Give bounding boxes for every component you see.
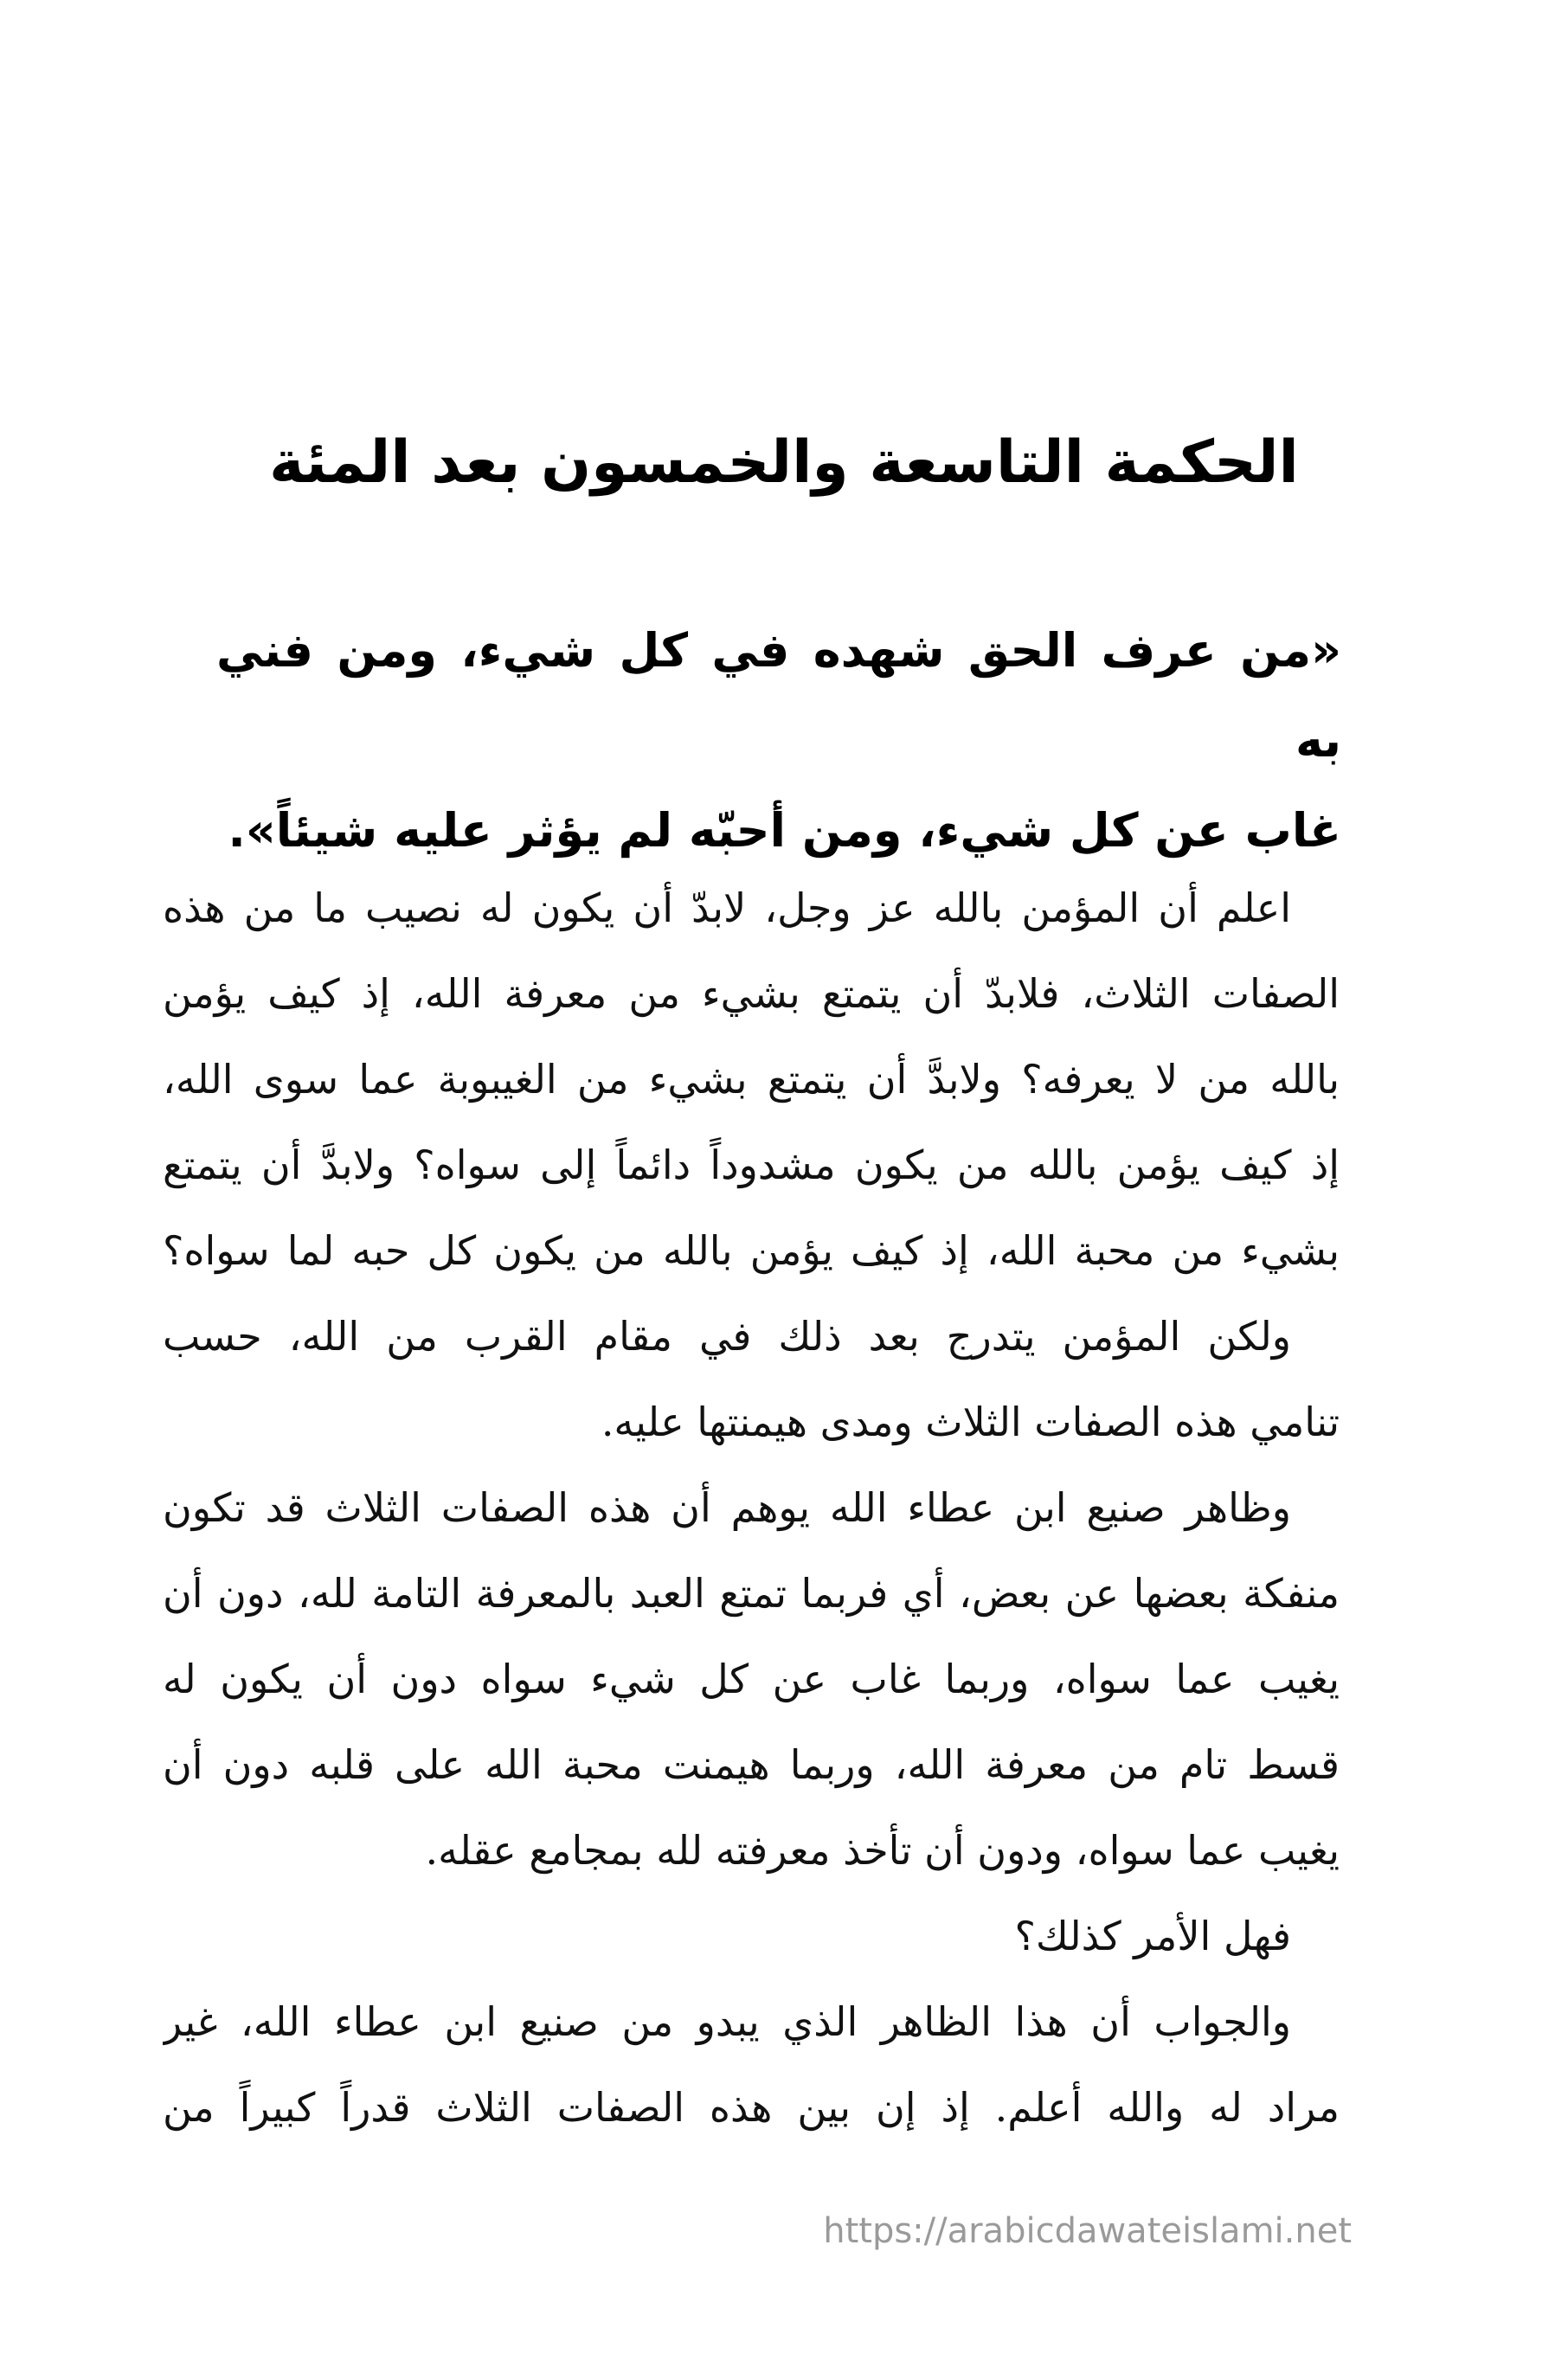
- text-line: يغيب عما سواه، ودون أن تأخذ معرفته لله بمجامع عقله.: [425, 1827, 1340, 1874]
- body-text: [163, 865, 1340, 2151]
- text-line: منفكة بعضها عن بعض، أي فربما تمتع العبد بالمعرفة التامة لله، دون أن: [163, 1570, 1340, 1617]
- text-line: والجواب أن هذا الظاهر الذي يبدو من صنيع ابن عطاء الله، غير: [163, 1998, 1291, 2045]
- paragraph: [163, 1894, 1340, 1979]
- text-line: الصفات الثلاث، فلابدّ أن يتمتع بشيء من معرفة الله، إذ كيف يؤمن: [163, 970, 1340, 1017]
- source-watermark: https://arabicdawateislami.net: [823, 2211, 1352, 2251]
- quote-line: غاب عن كل شيء، ومن أحبّه لم يؤثر عليه شيئاً».: [228, 803, 1341, 858]
- text-line: يغيب عما سواه، وربما غاب عن كل شيء سواه دون أن يكون له: [163, 1656, 1340, 1702]
- text-line: قسط تام من معرفة الله، وربما هيمنت محبة الله على قلبه دون أن: [163, 1741, 1340, 1788]
- paragraph: [163, 865, 1340, 1294]
- text-line: اعلم أن المؤمن بالله عز وجل، لابدّ أن يكون له نصيب ما من هذه: [163, 884, 1291, 931]
- section-heading: الحكمة التاسعة والخمسون بعد المئة: [269, 428, 1299, 497]
- paragraph: [163, 1465, 1340, 1894]
- text-line: إذ كيف يؤمن بالله من يكون مشدوداً دائماً إلى سواه؟ ولابدَّ أن يتمتع: [163, 1142, 1340, 1188]
- quoted-aphorism: [216, 606, 1341, 876]
- text-line: فهل الأمر كذلك؟: [1014, 1913, 1291, 1959]
- text-line: تنامي هذه الصفات الثلاث ومدى هيمنتها عليه.: [601, 1399, 1340, 1445]
- paragraph: [163, 1979, 1340, 2151]
- paragraph: [163, 1294, 1340, 1465]
- quote-line: «من عرف الحق شهده في كل شيء، ومن فني به: [216, 623, 1341, 768]
- text-line: وظاهر صنيع ابن عطاء الله يوهم أن هذه الصفات الثلاث قد تكون: [163, 1484, 1291, 1531]
- text-line: مراد له والله أعلم. إذ إن بين هذه الصفات الثلاث قدراً كبيراً من: [163, 2084, 1340, 2131]
- text-line: بشيء من محبة الله، إذ كيف يؤمن بالله من يكون كل حبه لما سواه؟: [163, 1227, 1340, 1274]
- text-line: بالله من لا يعرفه؟ ولابدَّ أن يتمتع بشيء من الغيبوبة عما سوى الله،: [163, 1056, 1340, 1103]
- text-line: ولكن المؤمن يتدرج بعد ذلك في مقام القرب من الله، حسب: [163, 1313, 1291, 1360]
